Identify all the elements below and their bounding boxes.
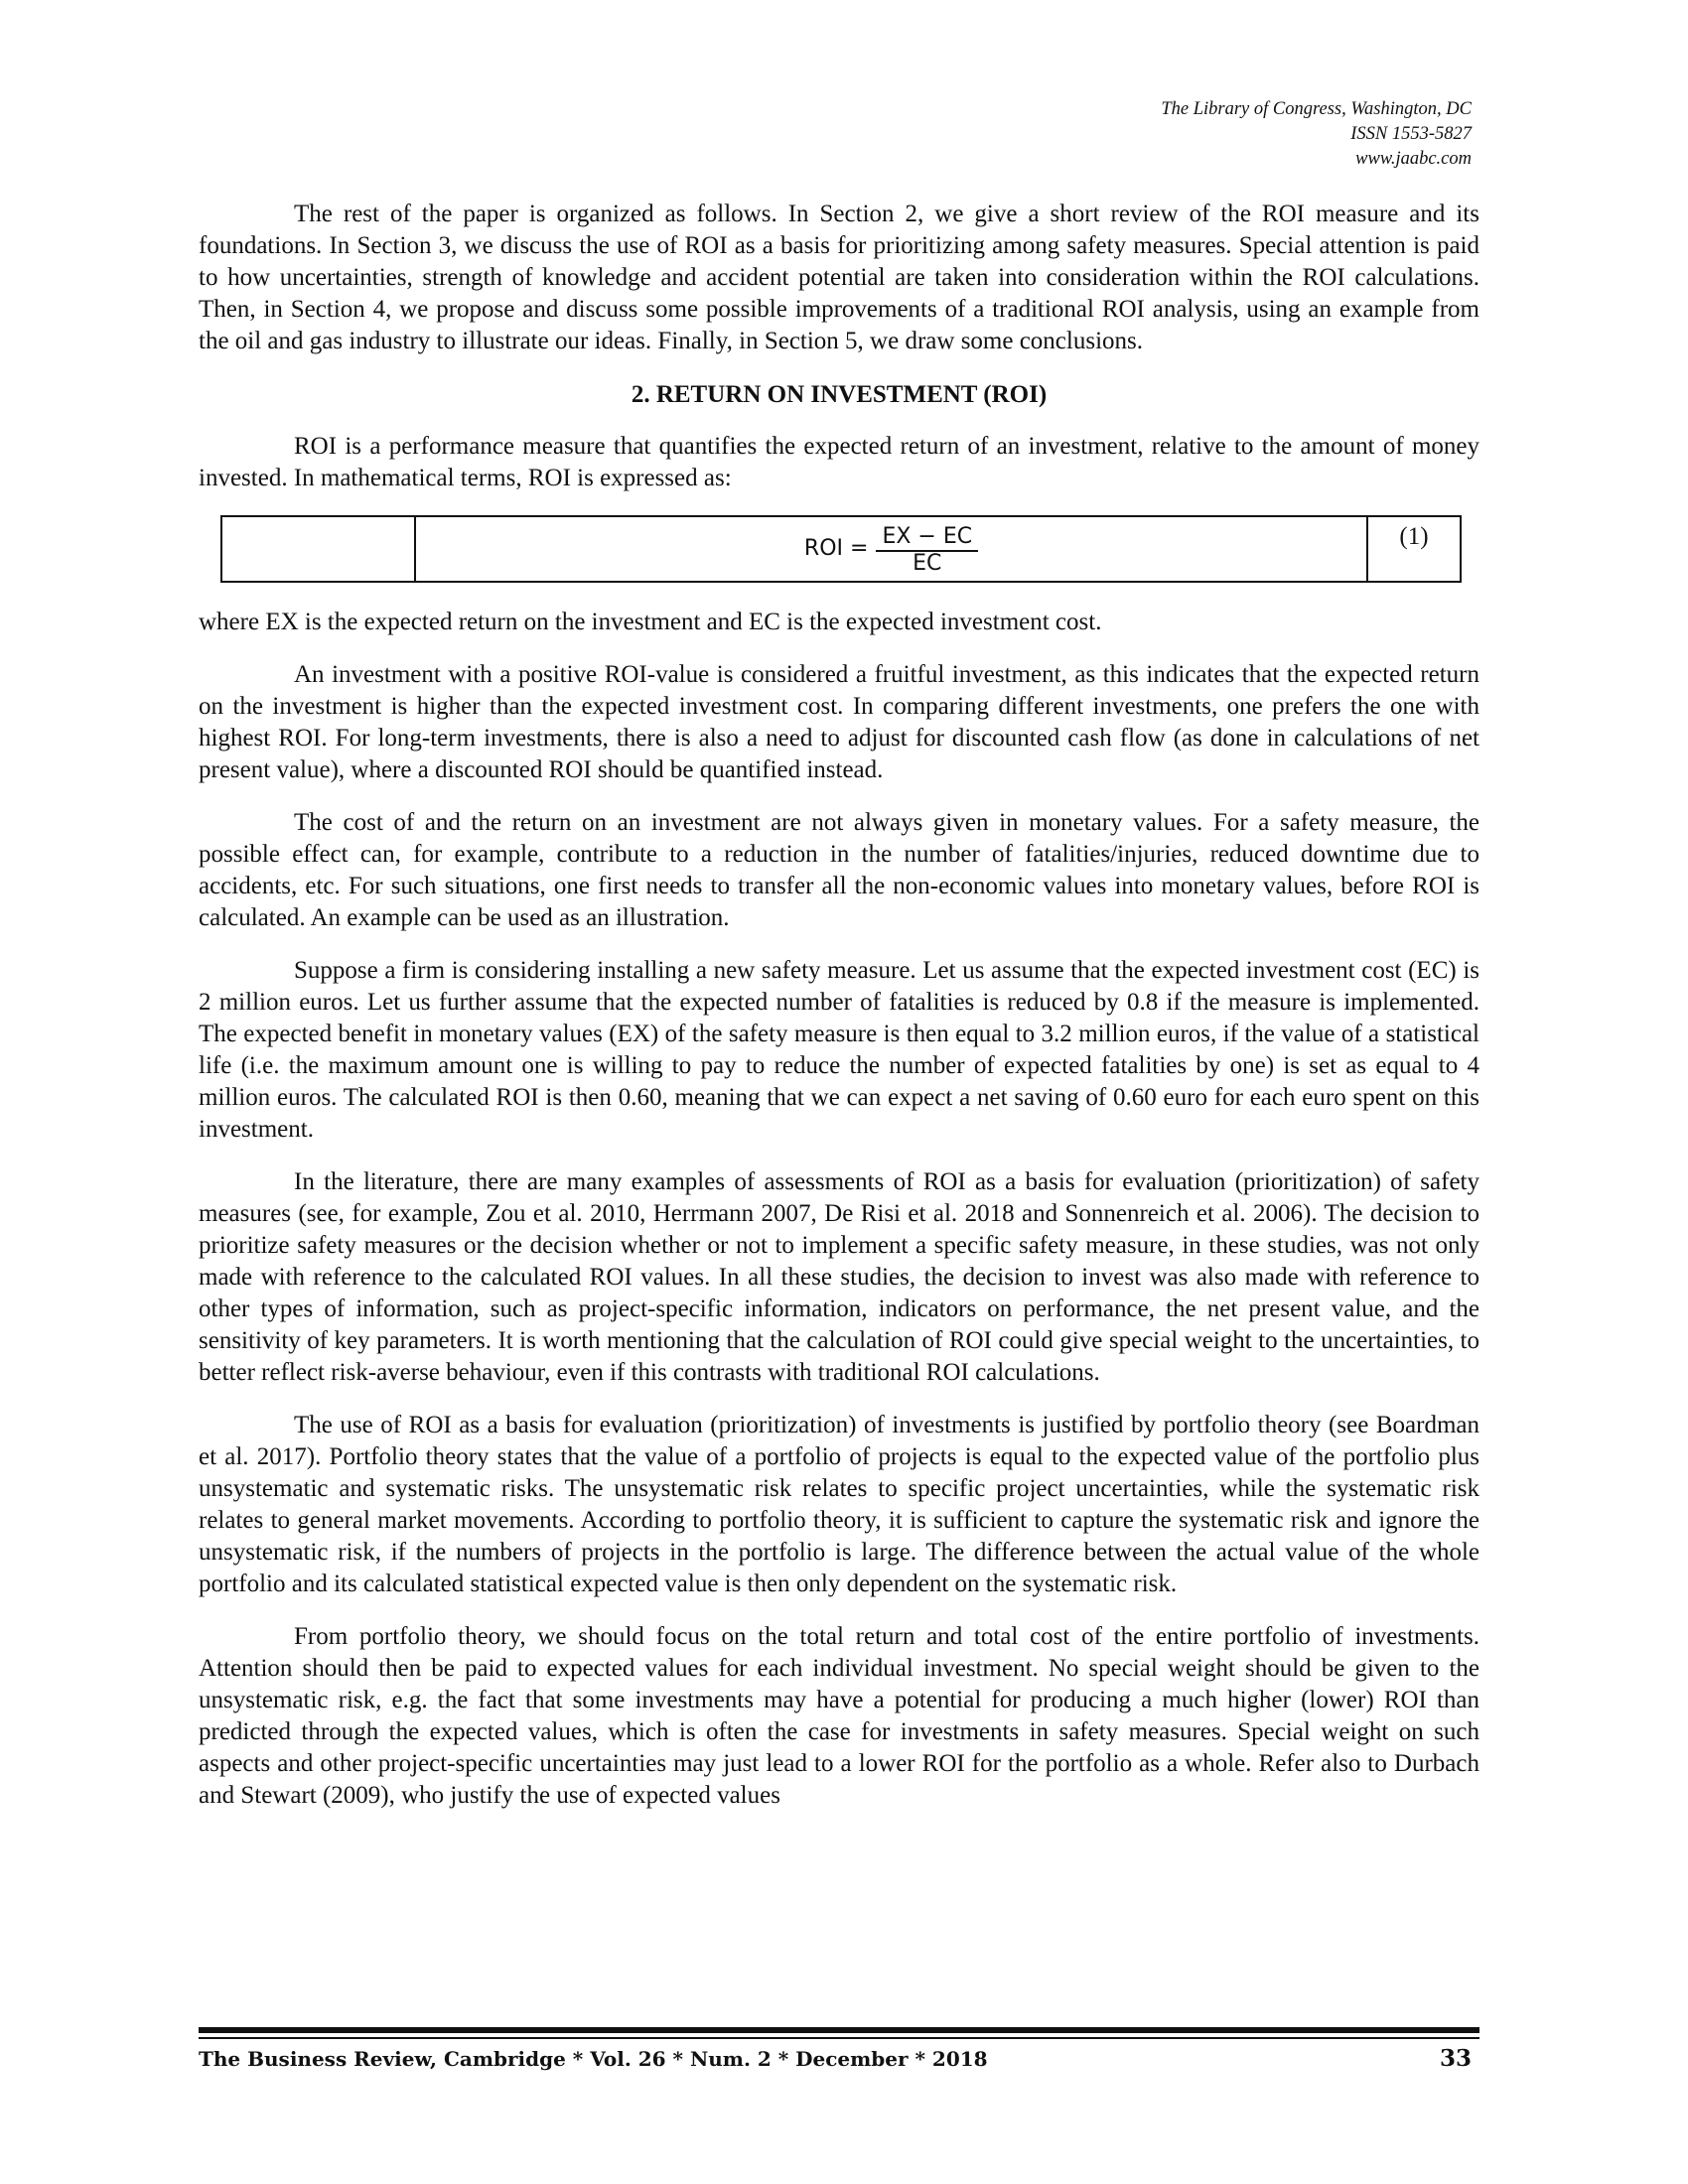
paragraph-literature: In the literature, there are many examples of assessments of ROI as a basis for evaluation (prioritization) of safety measures (see, for example, Zou et al. 2010, Herrmann 2007, De Risi et al. 2018 and Sonnenreich et al. 2006). The decision to prioritize safety measures or the decision whether or not to implement a specific safety measure, in these studies, was not only made with reference to the calculated ROI values. In all these studies, the decision to invest was also made with reference to other types of information, such as project-specific information, indicators on performance, the net present value, and the sensitivity of key parameters. It is worth mentioning that the calculation of ROI could give special weight to the uncertainties, to better reflect risk-averse behaviour, even if this contrasts with traditional ROI calculations. bbox=[199, 1168, 1479, 1386]
equation-blank-cell bbox=[221, 516, 415, 582]
equation-table bbox=[220, 515, 1462, 583]
roi-formula bbox=[416, 523, 1366, 576]
paragraph-where: where EX is the expected return on the investment and EC is the expected investment cost. bbox=[199, 609, 1102, 635]
article-body bbox=[199, 199, 1479, 1833]
paragraph-intro: The rest of the paper is organized as follows. In Section 2, we give a short review of the ROI measure and its foundations. In Section 3, we discuss the use of ROI as a basis for prioritizing among safety measures. Special attention is paid to how uncertainties, strength of knowledge and accident potential are taken into consideration within the ROI calculations. Then, in Section 4, we propose and discuss some possible improvements of a traditional ROI analysis, using an example from the oil and gas industry to illustrate our ideas. Finally, in Section 5, we draw some conclusions. bbox=[199, 201, 1479, 354]
header-library: The Library of Congress, Washington, DC bbox=[1161, 99, 1472, 119]
paragraph-portfolio-theory: The use of ROI as a basis for evaluation (prioritization) of investments is justified by portfolio theory (see Boardman et al. 2017). Portfolio theory states that the value of a portfolio of projects is equal to the expected value of the portfolio plus unsystematic and systematic risks. The unsystematic risk relates to specific project uncertainties, while the systematic risk relates to general market movements. According to portfolio theory, it is sufficient to capture the systematic risk and ignore the unsystematic risk, if the numbers of projects in the portfolio is large. The difference between the actual value of the whole portfolio and its calculated statistical expected value is then only dependent on the systematic risk. bbox=[199, 1412, 1479, 1597]
equation-cell bbox=[415, 516, 1367, 582]
paragraph-roi-definition: ROI is a performance measure that quantifies the expected return of an investment, relative to the amount of money invested. In mathematical terms, ROI is expressed as: bbox=[199, 433, 1479, 491]
footer-rule-thick bbox=[199, 2027, 1479, 2033]
section-heading: 2. RETURN ON INVESTMENT (ROI) bbox=[631, 381, 1048, 408]
header-issn: ISSN 1553-5827 bbox=[1350, 124, 1472, 144]
footer-journal: The Business Review, Cambridge * Vol. 26 * Num. 2 * December * 2018 bbox=[199, 2047, 988, 2071]
paragraph-from-portfolio: From portfolio theory, we should focus on the total return and total cost of the entire portfolio of investments. Attention should then be paid to expected values for each individual investment. No special weight should be given to the unsystematic risk, e.g. the fact that some investments may have a potential for producing a much higher (lower) ROI than predicted through the expected values, which is often the case for investments in safety measures. Special weight on such aspects and other project-specific uncertainties may just lead to a lower ROI for the portfolio as a whole. Refer also to Durbach and Stewart (2009), who justify the use of expected values bbox=[199, 1623, 1479, 1809]
equation-number: (1) bbox=[1367, 516, 1461, 582]
formula-lhs: ROI = bbox=[803, 536, 869, 561]
page-number: 33 bbox=[1439, 2045, 1472, 2072]
formula-denominator: EC bbox=[913, 550, 942, 576]
header-website: www.jaabc.com bbox=[1355, 149, 1472, 169]
formula-fraction bbox=[876, 523, 978, 576]
running-header bbox=[1161, 97, 1472, 172]
paragraph-positive-roi: An investment with a positive ROI-value is considered a fruitful investment, as this indicates that the expected return on the investment is higher than the expected investment cost. In comparing different investments, one prefers the one with highest ROI. For long-term investments, there is also a need to adjust for discounted cash flow (as done in calculations of net present value), where a discounted ROI should be quantified instead. bbox=[199, 661, 1479, 783]
footer-rule-thin bbox=[199, 2037, 1479, 2039]
paragraph-example: Suppose a firm is considering installing a new safety measure. Let us assume that the expected investment cost (EC) is 2 million euros. Let us further assume that the expected number of fatalities is reduced by 0.8 if the measure is implemented. The expected benefit in monetary values (EX) of the safety measure is then equal to 3.2 million euros, if the value of a statistical life (i.e. the maximum amount one is willing to pay to reduce the number of expected fatalities by one) is set as equal to 4 million euros. The calculated ROI is then 0.60, meaning that we can expect a net saving of 0.60 euro for each euro spent on this investment. bbox=[199, 957, 1479, 1143]
paragraph-cost-return: The cost of and the return on an investment are not always given in monetary values. For a safety measure, the possible effect can, for example, contribute to a reduction in the number of fatalities/injuries, reduced downtime due to accidents, etc. For such situations, one first needs to transfer all the non-economic values into monetary values, before ROI is calculated. An example can be used as an illustration. bbox=[199, 809, 1479, 931]
formula-numerator: EX − EC bbox=[876, 523, 978, 552]
